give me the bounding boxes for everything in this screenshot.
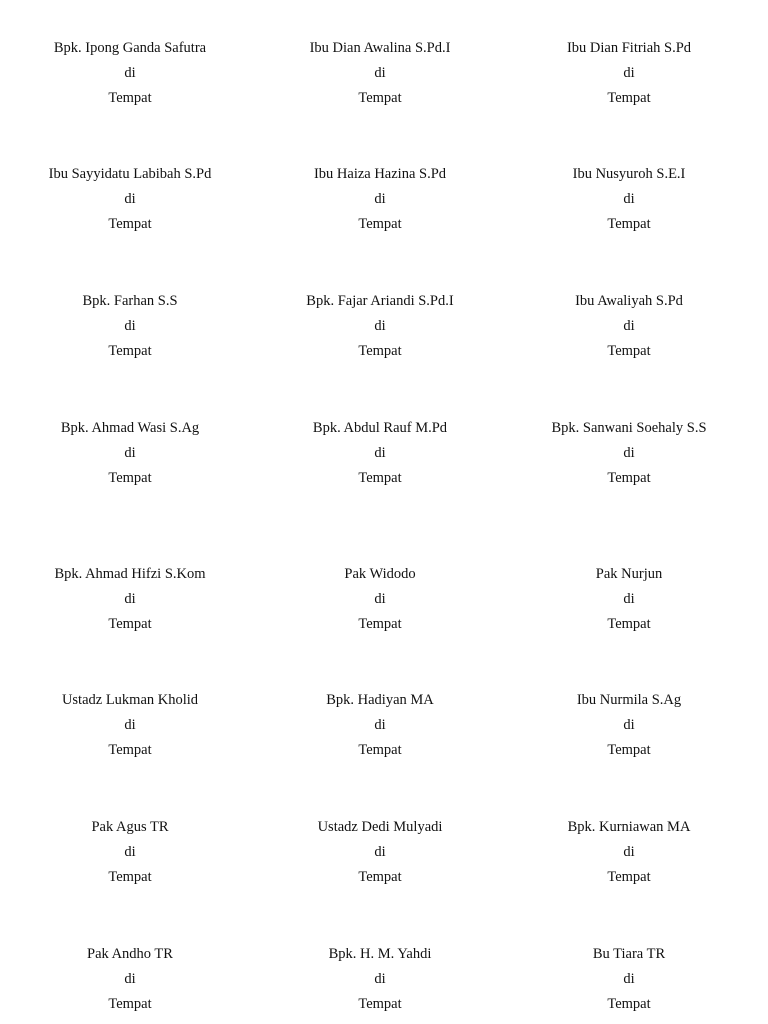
- recipient-preposition: di: [623, 590, 635, 607]
- recipient-place: Tempat: [607, 342, 651, 359]
- recipient-place: Tempat: [358, 615, 402, 632]
- recipient-preposition: di: [124, 64, 136, 81]
- recipient-name: Bpk. Kurniawan MA: [567, 819, 691, 835]
- recipient-preposition: di: [623, 190, 635, 207]
- recipient-name: Bpk. Ipong Ganda Safutra: [53, 40, 207, 56]
- recipient-name: Bpk. Hadiyan MA: [326, 692, 434, 708]
- address-label: [504, 688, 754, 762]
- recipient-place: Tempat: [358, 741, 402, 758]
- address-label: [504, 942, 754, 1016]
- recipient-preposition: di: [374, 716, 386, 733]
- recipient-place: Tempat: [358, 89, 402, 106]
- address-label: [5, 688, 255, 762]
- recipient-name: Bpk. Abdul Rauf M.Pd: [312, 420, 448, 436]
- recipient-place: Tempat: [108, 342, 152, 359]
- recipient-preposition: di: [374, 317, 386, 334]
- recipient-name: Bu Tiara TR: [592, 946, 666, 962]
- recipient-preposition: di: [374, 64, 386, 81]
- address-label: [504, 36, 754, 110]
- recipient-place: Tempat: [607, 615, 651, 632]
- address-label: [5, 289, 255, 363]
- address-label: [504, 162, 754, 236]
- recipient-preposition: di: [374, 444, 386, 461]
- recipient-name: Ibu Sayyidatu Labibah S.Pd: [48, 166, 212, 182]
- recipient-name: Bpk. Farhan S.S: [82, 293, 178, 309]
- recipient-preposition: di: [124, 317, 136, 334]
- recipient-preposition: di: [623, 64, 635, 81]
- address-label: [5, 162, 255, 236]
- recipient-place: Tempat: [108, 615, 152, 632]
- recipient-place: Tempat: [607, 741, 651, 758]
- recipient-place: Tempat: [607, 469, 651, 486]
- recipient-name: Pak Andho TR: [87, 946, 173, 962]
- recipient-preposition: di: [124, 190, 136, 207]
- recipient-name: Pak Nurjun: [595, 566, 663, 582]
- address-label: [255, 562, 505, 636]
- recipient-place: Tempat: [358, 215, 402, 232]
- recipient-name: Ibu Haiza Hazina S.Pd: [313, 166, 447, 182]
- address-label: [255, 815, 505, 889]
- recipient-place: Tempat: [358, 469, 402, 486]
- recipient-name: Ibu Dian Fitriah S.Pd: [566, 40, 692, 56]
- recipient-name: Ustadz Lukman Kholid: [61, 692, 199, 708]
- recipient-name: Ibu Nusyuroh S.E.I: [572, 166, 686, 182]
- recipient-name: Ibu Awaliyah S.Pd: [575, 293, 683, 309]
- recipient-preposition: di: [374, 590, 386, 607]
- recipient-preposition: di: [374, 843, 386, 860]
- recipient-preposition: di: [374, 190, 386, 207]
- recipient-place: Tempat: [607, 89, 651, 106]
- address-label: [5, 815, 255, 889]
- recipient-place: Tempat: [607, 868, 651, 885]
- recipient-place: Tempat: [108, 741, 152, 758]
- recipient-place: Tempat: [108, 995, 152, 1012]
- address-label: [5, 416, 255, 490]
- address-label: [255, 289, 505, 363]
- recipient-place: Tempat: [607, 995, 651, 1012]
- address-label: [5, 942, 255, 1016]
- recipient-name: Bpk. Fajar Ariandi S.Pd.I: [306, 293, 454, 309]
- address-label: [255, 162, 505, 236]
- recipient-preposition: di: [124, 590, 136, 607]
- recipient-preposition: di: [623, 843, 635, 860]
- recipient-name: Ustadz Dedi Mulyadi: [317, 819, 443, 835]
- recipient-name: Bpk. H. M. Yahdi: [328, 946, 432, 962]
- address-label: [255, 416, 505, 490]
- recipient-preposition: di: [374, 970, 386, 987]
- recipient-name: Bpk. Sanwani Soehaly S.S: [551, 420, 707, 436]
- recipient-place: Tempat: [358, 868, 402, 885]
- recipient-name: Bpk. Ahmad Wasi S.Ag: [60, 420, 200, 436]
- recipient-place: Tempat: [607, 215, 651, 232]
- address-label: [255, 688, 505, 762]
- recipient-preposition: di: [623, 970, 635, 987]
- recipient-place: Tempat: [358, 342, 402, 359]
- recipient-preposition: di: [124, 444, 136, 461]
- recipient-preposition: di: [623, 716, 635, 733]
- recipient-preposition: di: [124, 970, 136, 987]
- address-label: [504, 815, 754, 889]
- recipient-place: Tempat: [358, 995, 402, 1012]
- recipient-name: Pak Widodo: [344, 566, 416, 582]
- address-label: [255, 942, 505, 1016]
- address-label: [504, 416, 754, 490]
- recipient-place: Tempat: [108, 89, 152, 106]
- recipient-name: Pak Agus TR: [91, 819, 169, 835]
- recipient-place: Tempat: [108, 469, 152, 486]
- address-label: [5, 562, 255, 636]
- recipient-name: Ibu Dian Awalina S.Pd.I: [309, 40, 451, 56]
- address-label: [5, 36, 255, 110]
- address-label: [504, 289, 754, 363]
- recipient-place: Tempat: [108, 868, 152, 885]
- recipient-name: Bpk. Ahmad Hifzi S.Kom: [54, 566, 206, 582]
- address-label: [504, 562, 754, 636]
- recipient-preposition: di: [124, 843, 136, 860]
- address-label: [255, 36, 505, 110]
- recipient-preposition: di: [623, 317, 635, 334]
- recipient-place: Tempat: [108, 215, 152, 232]
- recipient-name: Ibu Nurmila S.Ag: [576, 692, 682, 708]
- recipient-preposition: di: [623, 444, 635, 461]
- recipient-preposition: di: [124, 716, 136, 733]
